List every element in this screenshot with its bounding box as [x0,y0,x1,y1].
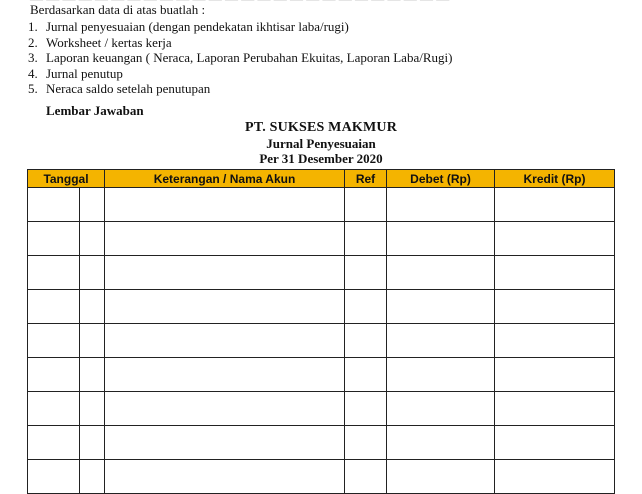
cell-tanggal-month[interactable] [28,426,80,460]
task-item [28,50,452,66]
header-kredit: Kredit (Rp) [495,170,615,188]
task-item [28,19,452,35]
header-keterangan: Keterangan / Nama Akun [105,170,345,188]
task-text: Jurnal penutup [46,65,123,81]
task-item [28,66,452,82]
cell-ref[interactable] [345,188,387,222]
cell-tanggal-day[interactable] [80,460,105,494]
cell-kredit[interactable] [495,358,615,392]
cell-keterangan[interactable] [105,392,345,426]
cell-tanggal-day[interactable] [80,256,105,290]
table-header-row [28,170,615,188]
header-tanggal: Tanggal [28,170,105,188]
cell-tanggal-day[interactable] [80,358,105,392]
cell-keterangan[interactable] [105,426,345,460]
cell-keterangan[interactable] [105,290,345,324]
report-title: Jurnal Penyesuaian [266,136,376,151]
cell-tanggal-day[interactable] [80,290,105,324]
task-text: Laporan keuangan ( Neraca, Laporan Perubahan Ekuitas, Laporan Laba/Rugi) [46,50,453,65]
table-row [28,256,615,290]
cell-debet[interactable] [387,188,495,222]
cell-tanggal-month[interactable] [28,460,80,494]
cell-debet[interactable] [387,256,495,290]
cell-tanggal-month[interactable] [28,256,80,290]
task-item [28,81,452,97]
cell-kredit[interactable] [495,222,615,256]
cell-debet[interactable] [387,426,495,460]
cell-tanggal-month[interactable] [28,392,80,426]
table-row [28,358,615,392]
cell-kredit[interactable] [495,256,615,290]
cell-kredit[interactable] [495,324,615,358]
task-text: Neraca saldo setelah penutupan [46,81,211,96]
table-row [28,222,615,256]
cell-tanggal-day[interactable] [80,426,105,460]
cell-keterangan[interactable] [105,188,345,222]
cell-tanggal-day[interactable] [80,392,105,426]
cell-debet[interactable] [387,222,495,256]
table-row [28,426,615,460]
cell-debet[interactable] [387,392,495,426]
cell-ref[interactable] [345,256,387,290]
cell-ref[interactable] [345,324,387,358]
table-row [28,392,615,426]
cell-ref[interactable] [345,392,387,426]
cell-tanggal-month[interactable] [28,358,80,392]
cell-ref[interactable] [345,290,387,324]
table-body [28,188,615,494]
cell-debet[interactable] [387,460,495,494]
task-number: 2. [28,34,38,50]
report-date: Per 31 Desember 2020 [259,151,383,166]
cell-kredit[interactable] [495,188,615,222]
task-number: 3. [28,50,38,65]
table-row [28,460,615,494]
cell-debet[interactable] [387,358,495,392]
table-row [28,324,615,358]
cell-tanggal-day[interactable] [80,188,105,222]
cell-kredit[interactable] [495,290,615,324]
cell-keterangan[interactable] [105,256,345,290]
task-item [28,35,452,51]
task-number: 1. [28,19,38,34]
table-row [28,290,615,324]
cell-tanggal-month[interactable] [28,324,80,358]
task-number: 5. [28,81,38,96]
cell-kredit[interactable] [495,426,615,460]
cell-tanggal-month[interactable] [28,188,80,222]
task-text: Worksheet / kertas kerja [46,34,172,50]
adjusting-journal-table [27,169,615,494]
instruction-intro: Berdasarkan data di atas buatlah : [30,2,206,17]
task-text: Jurnal penyesuaian (dengan pendekatan ikhtisar laba/rugi) [46,19,349,34]
cell-tanggal-day[interactable] [80,324,105,358]
company-name: PT. SUKSES MAKMUR [244,120,398,135]
cell-kredit[interactable] [495,392,615,426]
cell-ref[interactable] [345,460,387,494]
cell-ref[interactable] [345,426,387,460]
cell-keterangan[interactable] [105,324,345,358]
cell-ref[interactable] [345,222,387,256]
cell-debet[interactable] [387,324,495,358]
table-row [28,188,615,222]
cell-debet[interactable] [387,290,495,324]
answer-sheet-label: Lembar Jawaban [46,103,144,118]
cell-keterangan[interactable] [105,222,345,256]
task-list [28,19,452,97]
cell-tanggal-day[interactable] [80,222,105,256]
cell-tanggal-month[interactable] [28,290,80,324]
cell-ref[interactable] [345,358,387,392]
cell-tanggal-month[interactable] [28,222,80,256]
task-number: 4. [28,65,38,81]
header-debet: Debet (Rp) [387,170,495,188]
cell-keterangan[interactable] [105,358,345,392]
cell-keterangan[interactable] [105,460,345,494]
cell-kredit[interactable] [495,460,615,494]
header-ref: Ref [345,170,387,188]
